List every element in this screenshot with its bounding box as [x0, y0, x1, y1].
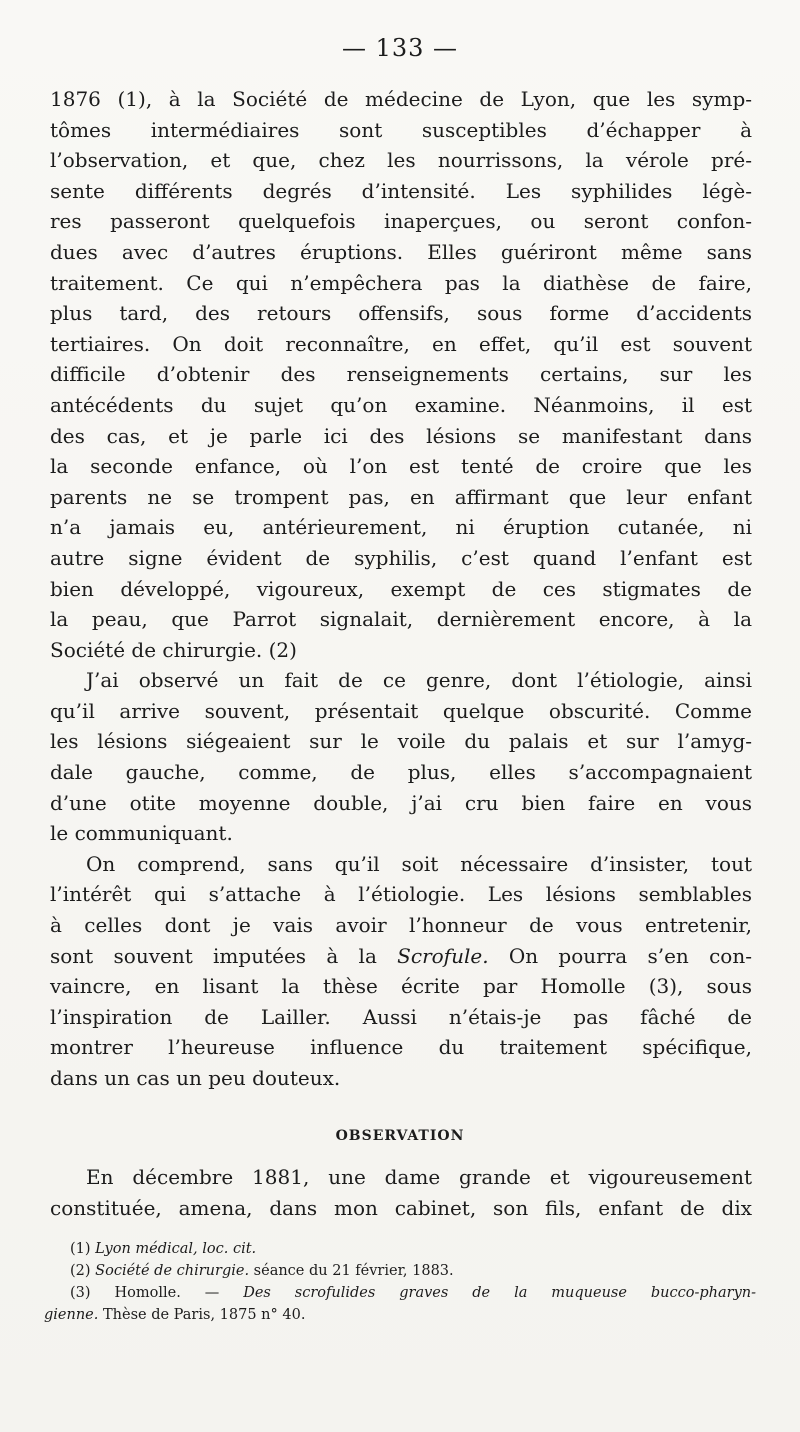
text-line: Société de chirurgie. (2) — [50, 637, 297, 662]
text-line: dans un cas un peu douteux. — [50, 1066, 341, 1090]
footnote-2 — [70, 1260, 756, 1282]
text-line: plus tard, des retours offensifs, sous forme d’accidents — [50, 301, 752, 326]
text-line: traitement. Ce qui n’empêchera pas la diathèse de faire, — [50, 270, 752, 295]
paragraph-2 — [50, 665, 752, 849]
text-line: constituée, amena, dans mon cabinet, son fils, enfant de dix — [50, 1195, 752, 1220]
footnote-3 — [70, 1282, 756, 1304]
text-line: sente différents degrés d’intensité. Les syphilides légè- — [50, 178, 752, 203]
text-line: tômes intermédiaires sont susceptibles d’échapper à — [50, 117, 752, 142]
paragraph-3 — [50, 849, 752, 1094]
footnote-citation: Des scrofulides graves de la muqueuse bucco-pharyn- — [243, 1285, 756, 1301]
text-line: des cas, et je parle ici des lésions se manifestant dans — [50, 423, 752, 448]
footnote-citation: Lyon médical, loc. cit. — [95, 1241, 257, 1257]
footnote-author: Homolle. — — [90, 1285, 244, 1301]
text-line: On comprend, sans qu’il soit nécessaire d’insister, tout — [86, 851, 752, 876]
text-line: vaincre, en lisant la thèse écrite par Homolle (3), sous — [50, 974, 752, 999]
observation-paragraph — [50, 1162, 752, 1223]
footnote-1 — [70, 1238, 756, 1260]
text-line: res passeront quelquefois inaperçues, ou seront confon- — [50, 209, 752, 234]
text-line: 1876 (1), à la Société de médecine de Lyon, que les symp- — [50, 87, 752, 111]
text-line: montrer l’heureuse influence du traitement spécifique, — [50, 1035, 752, 1060]
footnote-number: (2) — [70, 1263, 91, 1279]
text-line: parents ne se trompent pas, en affirmant que leur enfant — [50, 484, 752, 509]
footnote-number: (1) — [70, 1241, 91, 1257]
footnote-3-continued — [44, 1304, 756, 1326]
text-line: J’ai observé un fait de ce genre, dont l’étiologie, ainsi — [86, 668, 752, 693]
text-line-with-italic — [50, 941, 752, 972]
section-heading: OBSERVATION — [335, 1128, 465, 1144]
text-line: En décembre 1881, une dame grande et vigoureusement — [86, 1165, 752, 1189]
text-line: à celles dont je vais avoir l’honneur de vous entretenir, — [50, 913, 752, 938]
text-line: le communiquant. — [50, 821, 233, 846]
footnote-citation: Société de chirurgie. — [95, 1263, 250, 1279]
text-line: l’inspiration de Lailler. Aussi n’étais-je pas fâché de — [50, 1004, 752, 1029]
footnote-number: (3) — [70, 1285, 91, 1301]
text-fragment: On pourra s’en con- — [488, 943, 752, 968]
footnote-detail: Thèse de Paris, 1875 n° 40. — [98, 1307, 306, 1323]
text-line: antécédents du sujet qu’on examine. Néanmoins, il est — [50, 392, 752, 417]
italic-term: Scrofule. — [397, 943, 489, 968]
footnote-citation: gienne. — [44, 1307, 99, 1323]
footnote-detail: séance du 21 février, 1883. — [249, 1263, 454, 1279]
footnotes — [44, 1238, 756, 1326]
text-line: dues avec d’autres éruptions. Elles guériront même sans — [50, 239, 752, 264]
text-fragment: sont souvent imputées à la — [50, 943, 398, 968]
text-line: l’observation, et que, chez les nourrissons, la vérole pré- — [50, 148, 752, 173]
text-line: les lésions siégeaient sur le voile du palais et sur l’amyg- — [50, 729, 752, 754]
text-line: la seconde enfance, où l’on est tenté de croire que les — [50, 454, 752, 479]
text-line: tertiaires. On doit reconnaître, en effet, qu’il est souvent — [50, 331, 752, 356]
text-line: la peau, que Parrot signalait, dernièrement encore, à la — [50, 607, 752, 632]
body-text — [50, 84, 752, 1094]
text-line: bien développé, vigoureux, exempt de ces stigmates de — [50, 576, 752, 601]
text-line: n’a jamais eu, antérieurement, ni éruption cutanée, ni — [50, 515, 752, 540]
text-line: difficile d’obtenir des renseignements certains, sur les — [50, 362, 752, 387]
text-line: d’une otite moyenne double, j’ai cru bien faire en vous — [50, 790, 752, 815]
paragraph-1 — [50, 84, 752, 665]
text-line: dale gauche, comme, de plus, elles s’accompagnaient — [50, 760, 752, 785]
text-line: autre signe évident de syphilis, c’est quand l’enfant est — [50, 545, 752, 570]
text-line: qu’il arrive souvent, présentait quelque obscurité. Comme — [50, 698, 752, 723]
text-line: l’intérêt qui s’attache à l’étiologie. Les lésions semblables — [50, 882, 752, 907]
page-number: — 133 — — [341, 34, 459, 62]
